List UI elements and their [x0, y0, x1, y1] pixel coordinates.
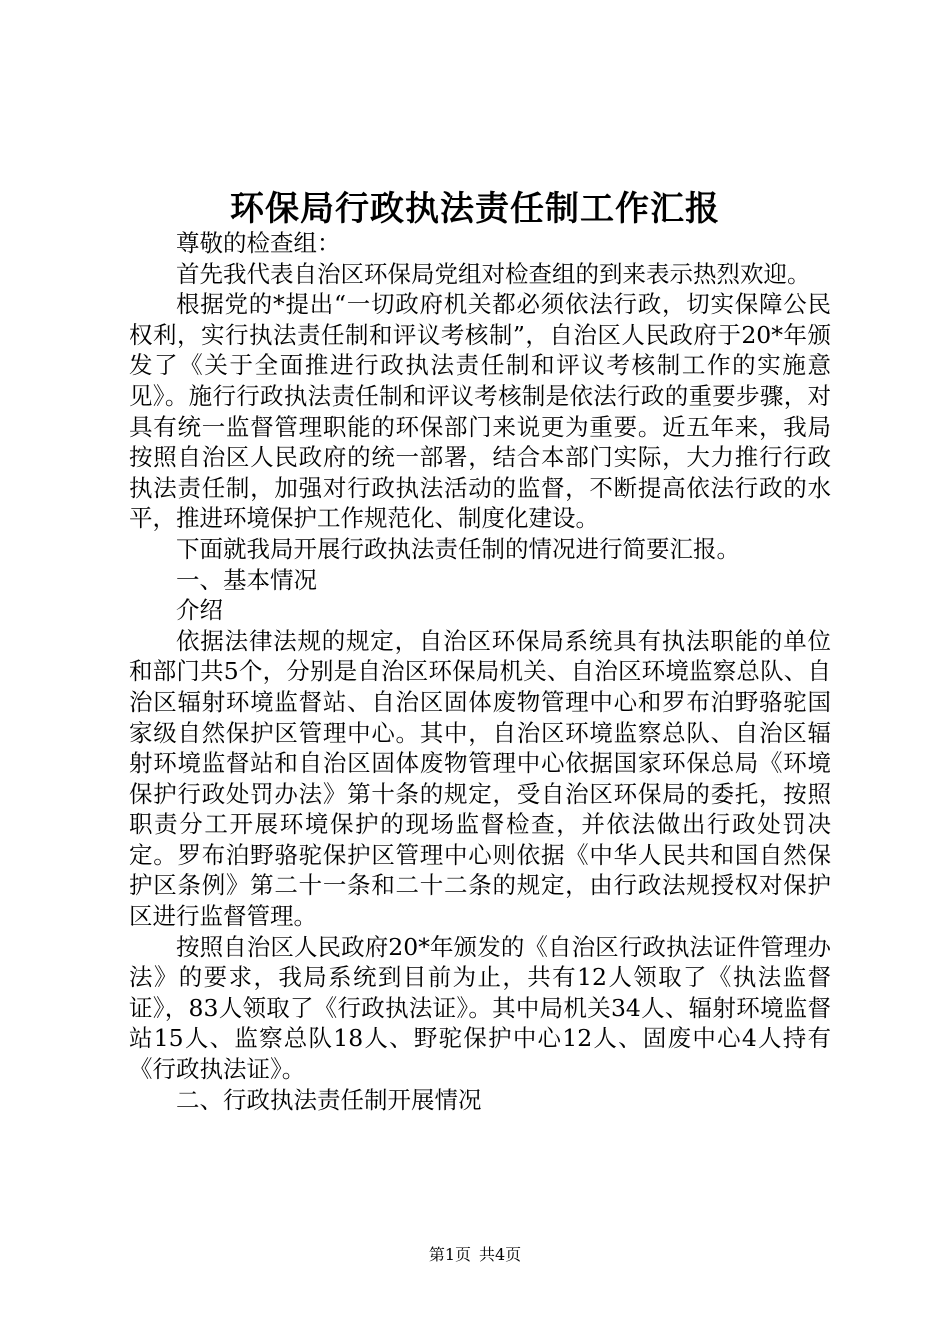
- salutation: 尊敬的检查组：: [176, 229, 341, 257]
- paragraph-intro: 下面就我局开展行政执法责任制的情况进行简要汇报。: [176, 534, 740, 563]
- paragraph-enforcement-units: 依据法律法规的规定，自治区环保局系统具有执法职能的单位和部门共5个，分别是自治区环保局机关、自治区环境监察总队、自治区辐射环境监督站、自治区固体废物管理中心和罗布泊野骆驼国家级自然保护区管理中心。其中，自治区环境监察总队、自治区辐射环境监督站和自治区固体废物管理中心依据国家环保总局《环境保护行政处罚办法》第十条的规定，受自治区环保局的委托，按照职责分工开展环境保护的现场监督检查，并依法做出行政处罚决定。罗布泊野骆驼保护区管理中心则依据《中华人民共和国自然保护区条例》第二十一条和二十二条的规定，由行政法规授权对保护区进行监督管理。: [129, 626, 831, 931]
- section-heading-basic-info: 一、基本情况: [176, 565, 317, 594]
- paragraph-enforcement-certificates: 按照自治区人民政府20*年颁发的《自治区行政执法证件管理办法》的要求，我局系统到目前为止，共有12人领取了《执法监督证》，83人领取了《行政执法证》。其中局机关34人、辐射环境监督站15人、监察总队18人、野驼保护中心12人、固废中心4人持有《行政执法证》。: [129, 932, 831, 1084]
- document-title: 环保局行政执法责任制工作汇报: [230, 189, 720, 229]
- page-number: 第1页: [428, 1245, 471, 1264]
- page-total: 共4页: [479, 1245, 522, 1264]
- paragraph-background: 根据党的*提出“一切政府机关都必须依法行政，切实保障公民权利，实行执法责任制和评议考核制”，自治区人民政府于20*年颁发了《关于全面推进行政执法责任制和评议考核制工作的实施意见》。施行行政执法责任制和评议考核制是依法行政的重要步骤，对具有统一监督管理职能的环保部门来说更为重要。近五年来，我局按照自治区人民政府的统一部署，结合本部门实际，大力推行行政执法责任制，加强对行政执法活动的监督，不断提高依法行政的水平，推进环境保护工作规范化、制度化建设。: [129, 290, 831, 533]
- page-footer: [0, 1244, 950, 1266]
- section-heading-implementation: 二、行政执法责任制开展情况: [176, 1085, 482, 1114]
- paragraph-welcome: 首先我代表自治区环保局党组对检查组的到来表示热烈欢迎。: [176, 259, 811, 288]
- document-body: [129, 228, 831, 1115]
- section-subheading-intro: 介绍: [176, 596, 223, 625]
